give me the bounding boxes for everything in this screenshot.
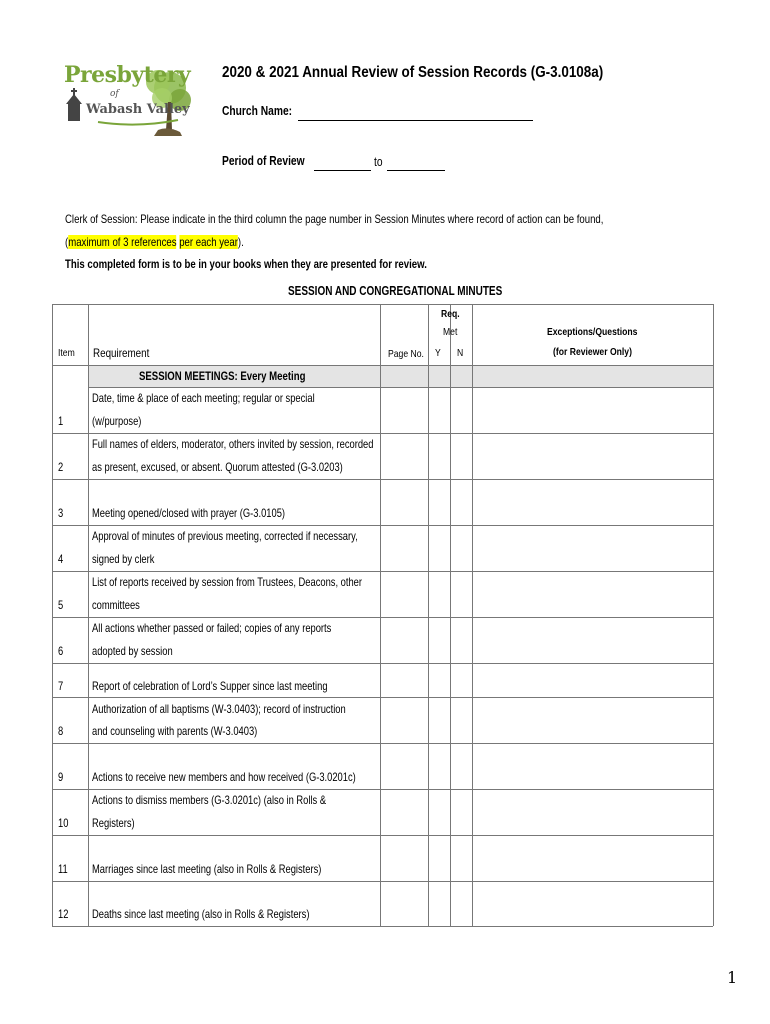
row-line-11: [52, 881, 713, 882]
header-req: Req.: [441, 308, 460, 320]
row-requirement-line: Actions to dismiss members (G-3.0201c) (also in Rolls &: [92, 793, 327, 807]
table-title: SESSION AND CONGREGATIONAL MINUTES: [288, 284, 503, 298]
table-border-bottom: [52, 926, 713, 927]
row-requirement-line: Authorization of all baptisms (W-3.0403); record of instruction: [92, 702, 346, 716]
page-title: 2020 & 2021 Annual Review of Session Records (G-3.0108a): [222, 64, 604, 81]
col-divider-page: [428, 304, 429, 926]
col-divider-n: [472, 304, 473, 926]
row-requirement-line: All actions whether passed or failed; copies of any reports: [92, 621, 332, 635]
row-requirement-line: adopted by session: [92, 644, 173, 658]
col-divider-requirement: [380, 304, 381, 926]
logo-line-wabash-valley: Wabash Valley: [86, 102, 190, 117]
church-name-label: Church Name:: [222, 104, 293, 118]
row-line-6: [52, 663, 713, 664]
table-border-top: [52, 304, 713, 305]
row-line-8: [52, 743, 713, 744]
row-requirement-line: List of reports received by session from Trustees, Deacons, other: [92, 575, 363, 589]
row-requirement-line: Date, time & place of each meeting; regular or special: [92, 391, 315, 405]
logo-line-of: of: [110, 89, 119, 99]
row-item: 12: [58, 907, 69, 921]
row-line-2: [52, 479, 713, 480]
instructions-suffix: ).: [237, 235, 244, 249]
col-divider-y: [450, 304, 451, 926]
row-item: 11: [58, 862, 68, 876]
table-border-left: [52, 304, 53, 926]
church-name-field[interactable]: [298, 120, 533, 121]
row-item: 10: [58, 816, 69, 830]
instructions-line-2: [65, 235, 244, 249]
row-requirement-line: Approval of minutes of previous meeting, corrected if necessary,: [92, 529, 358, 543]
row-item: 4: [58, 552, 64, 566]
row-requirement-line: Meeting opened/closed with prayer (G-3.0105): [92, 506, 286, 520]
row-item: 8: [58, 724, 64, 738]
row-item: 3: [58, 506, 64, 520]
row-item: 6: [58, 644, 64, 658]
period-start-field[interactable]: [314, 170, 371, 171]
header-reviewer-only: (for Reviewer Only): [553, 346, 632, 358]
row-requirement-line: (w/purpose): [92, 414, 142, 428]
row-requirement-line: Deaths since last meeting (also in Rolls & Registers): [92, 907, 310, 921]
row-requirement-line: committees: [92, 598, 140, 612]
header-met: Met: [443, 326, 458, 338]
header-y: Y: [435, 347, 441, 359]
row-item: 9: [58, 770, 64, 784]
highlight-max-references: maximum of 3 references: [68, 235, 177, 249]
row-requirement-line: as present, excused, or absent. Quorum attested (G-3.0203): [92, 460, 343, 474]
presbytery-logo: [58, 58, 194, 142]
row-item: 7: [58, 679, 64, 693]
row-requirement-line: Report of celebration of Lord’s Supper since last meeting: [92, 679, 328, 693]
logo-line-presbytery: Presbytery: [64, 62, 191, 88]
header-page-no: Page No.: [388, 348, 424, 360]
page-number: 1: [727, 968, 738, 987]
row-item: 2: [58, 460, 64, 474]
instructions-line-3: This completed form is to be in your books when they are presented for review.: [65, 257, 427, 271]
row-requirement-line: Full names of elders, moderator, others invited by session, recorded: [92, 437, 374, 451]
row-line-10: [52, 835, 713, 836]
instructions-prefix: (: [65, 235, 69, 249]
row-requirement-line: Marriages since last meeting (also in Rolls & Registers): [92, 862, 322, 876]
instructions-line-1: Clerk of Session: Please indicate in the third column the page number in Session Minutes where record of action can be found,: [65, 212, 604, 226]
period-end-field[interactable]: [387, 170, 445, 171]
col-divider-item: [88, 304, 89, 926]
header-n: N: [457, 347, 464, 359]
table-border-right: [713, 304, 714, 926]
period-to-label: to: [374, 155, 383, 169]
period-review-label: Period of Review: [222, 154, 305, 168]
row-requirement-line: Registers): [92, 816, 135, 830]
header-requirement: Requirement: [93, 346, 150, 360]
row-requirement-line: Actions to receive new members and how received (G-3.0201c): [92, 770, 356, 784]
highlight-per-year: per each year: [179, 235, 238, 249]
row-item: 5: [58, 598, 64, 612]
row-requirement-line: signed by clerk: [92, 552, 155, 566]
row-requirement-line: and counseling with parents (W-3.0403): [92, 724, 258, 738]
header-exceptions: Exceptions/Questions: [547, 326, 638, 338]
row-item: 1: [58, 414, 64, 428]
section-label: SESSION MEETINGS: Every Meeting: [139, 369, 306, 383]
header-item: Item: [58, 347, 75, 359]
